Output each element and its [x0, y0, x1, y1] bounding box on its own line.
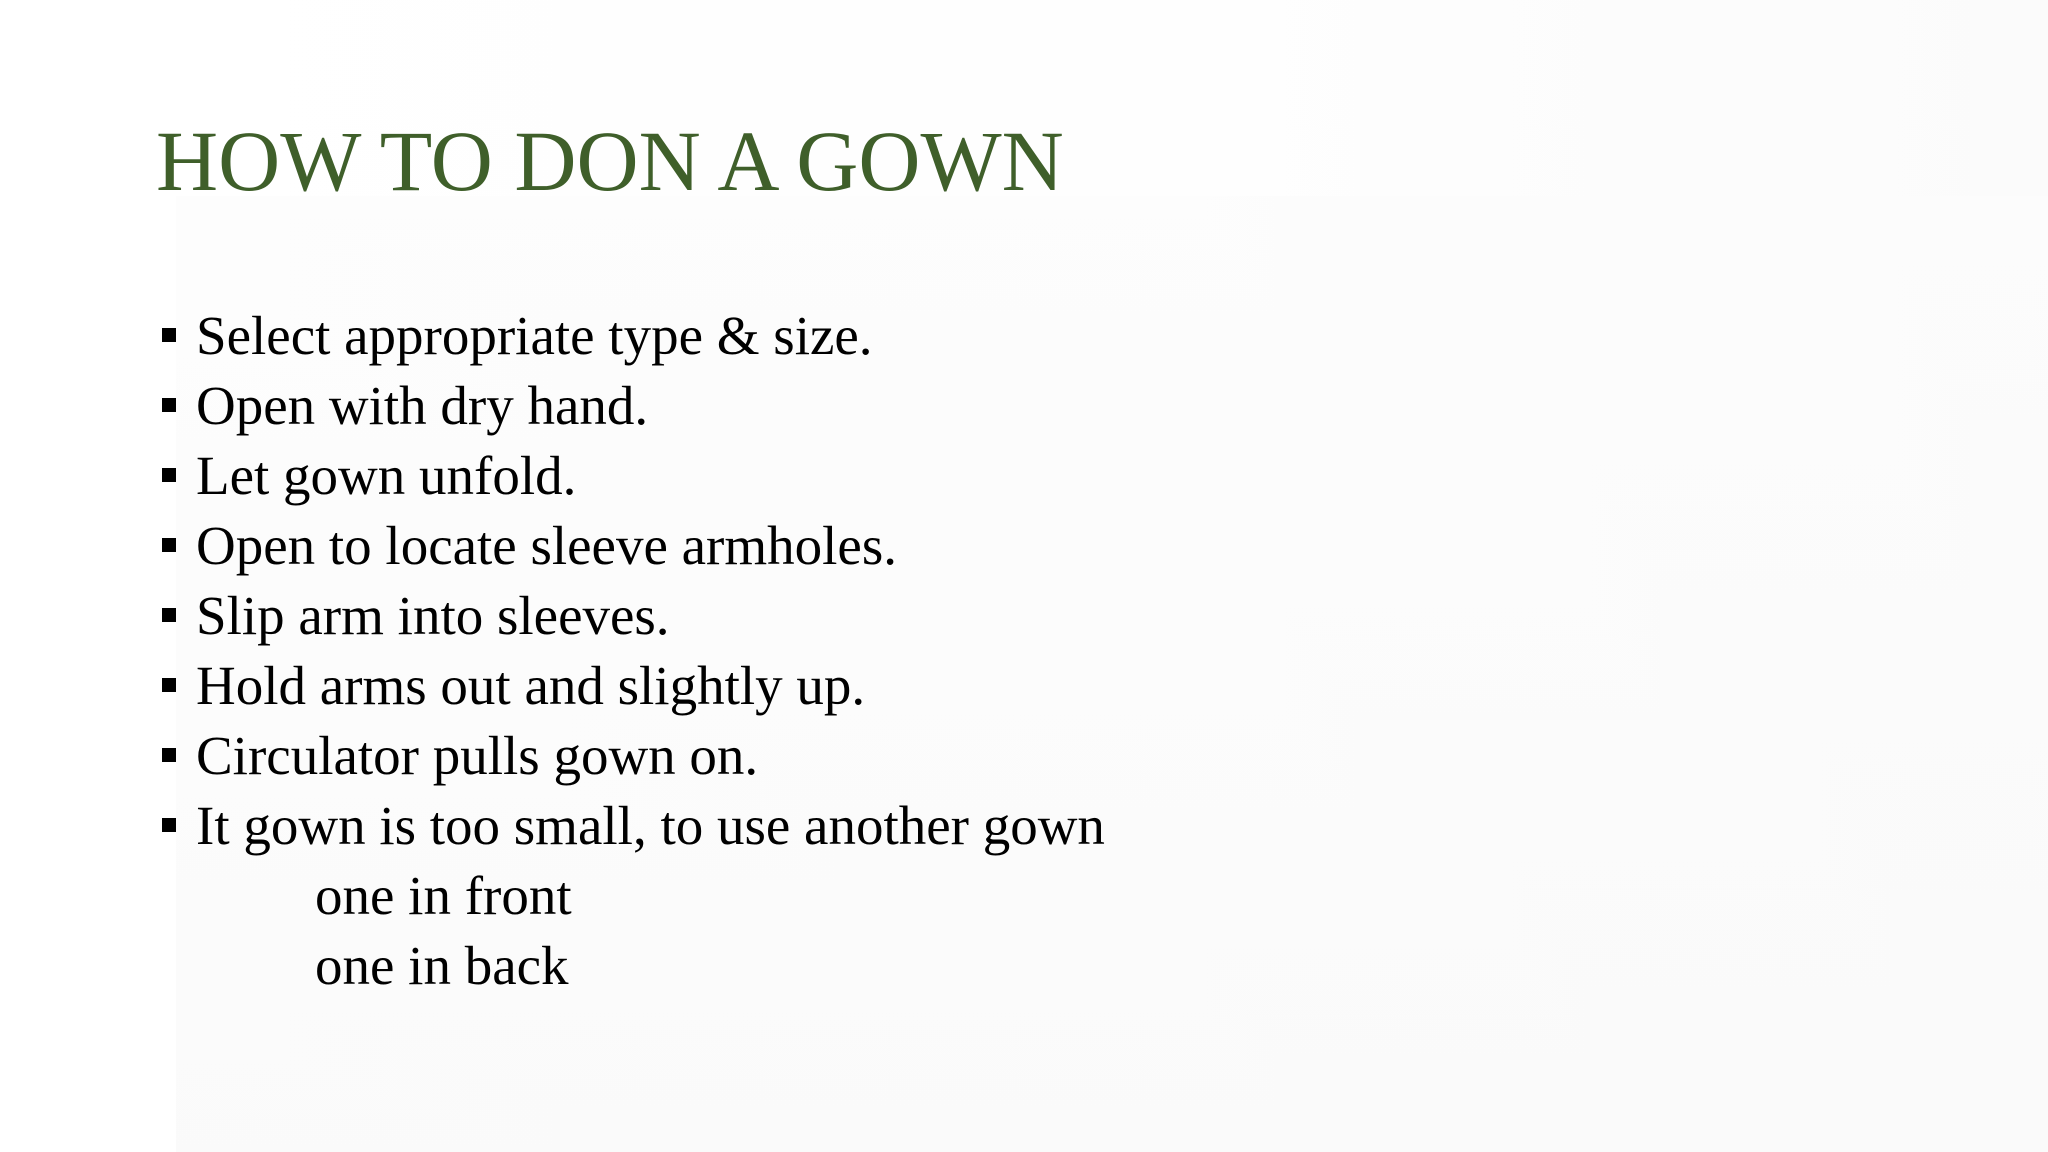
bullet-text: Circulator pulls gown on. [196, 724, 759, 786]
bullet-item [156, 510, 1105, 580]
square-bullet-icon [162, 818, 176, 832]
bullet-text: Slip arm into sleeves. [196, 584, 670, 646]
sub-item-front [156, 860, 1105, 930]
bullet-item [156, 790, 1105, 860]
square-bullet-icon [162, 748, 176, 762]
square-bullet-icon [162, 678, 176, 692]
bullet-item [156, 720, 1105, 790]
bullet-item [156, 440, 1105, 510]
slide-title: HOW TO DON A GOWN [156, 113, 1064, 209]
bullet-text: Select appropriate type & size. [196, 304, 873, 366]
bullet-item [156, 650, 1105, 720]
square-bullet-icon [162, 538, 176, 552]
square-bullet-icon [162, 608, 176, 622]
square-bullet-icon [162, 468, 176, 482]
bullet-item [156, 300, 1105, 370]
sub-item-back [156, 930, 1105, 1000]
square-bullet-icon [162, 398, 176, 412]
sub-item-text: one in back [315, 934, 569, 996]
square-bullet-icon [162, 328, 176, 342]
bullet-item [156, 370, 1105, 440]
bullet-text: Open with dry hand. [196, 374, 649, 436]
bullet-text: Hold arms out and slightly up. [196, 654, 866, 716]
bullet-text: Let gown unfold. [196, 444, 577, 506]
bullet-text: It gown is too small, to use another gown [196, 794, 1105, 856]
bullet-list [156, 300, 1105, 1000]
bullet-text: Open to locate sleeve armholes. [196, 514, 897, 576]
sub-item-text: one in front [315, 864, 572, 926]
bullet-item [156, 580, 1105, 650]
